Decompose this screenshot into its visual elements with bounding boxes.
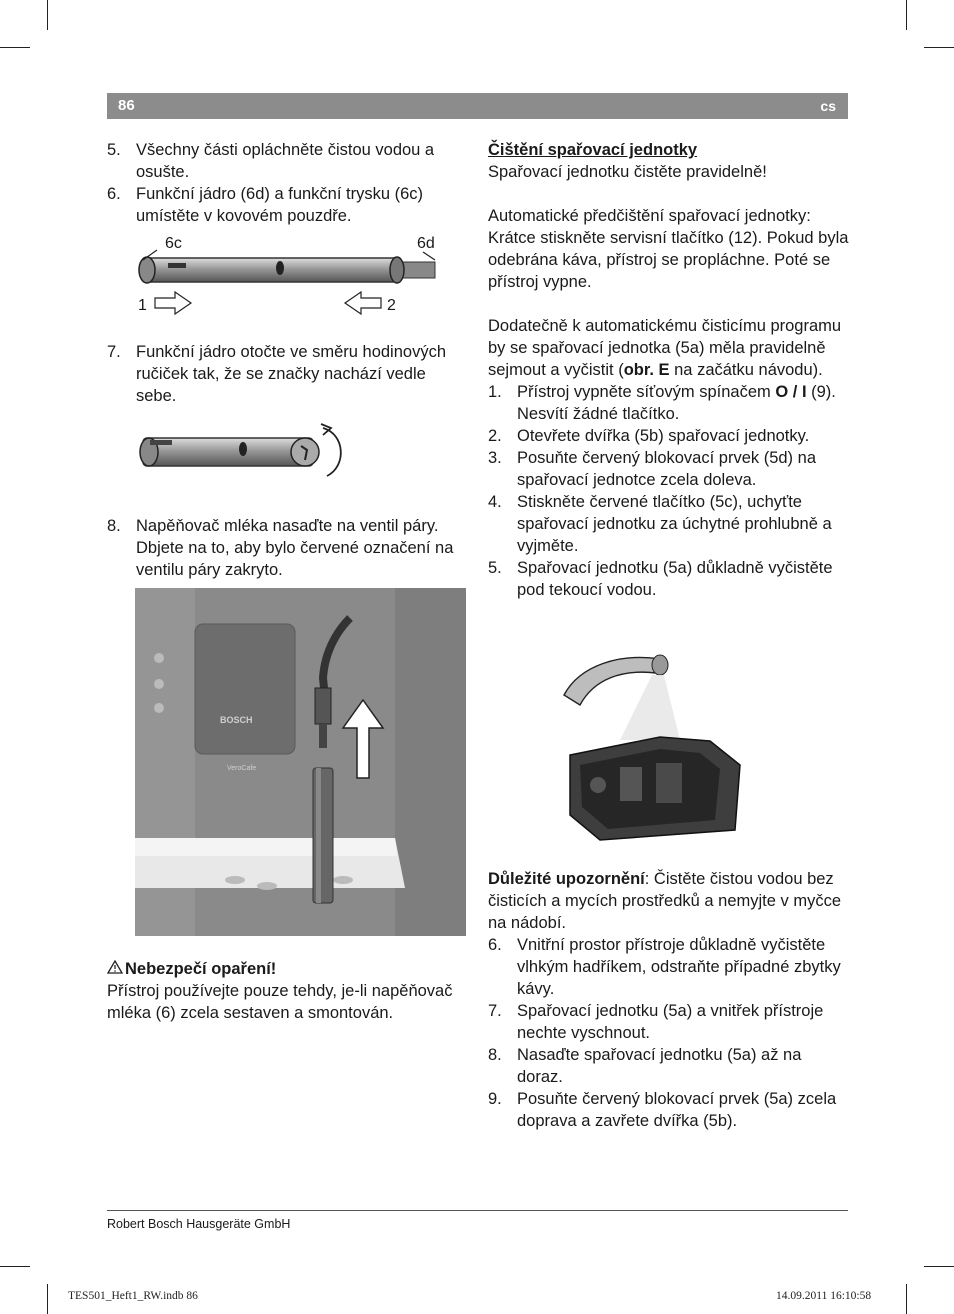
list-item: 2. Otevřete dvířka (5b) spařovací jednotky.: [488, 427, 810, 445]
important-note: Důležité upozornění: Čistěte čistou vodou bez čisticích a mycích prostředků a nemyjte v myčce na nádobí.: [488, 870, 842, 932]
figure-machine: [135, 588, 466, 936]
rotation-arrow-icon: [323, 428, 341, 476]
intro-text: Spařovací jednotku čistěte pravidelně!: [488, 163, 767, 181]
list-item: 4. Stiskněte červené tlačítko (5c), uchyťte spařovací jednotku za úchytné prohlubně a vyjměte.: [488, 493, 832, 555]
arrow-left-icon: [345, 292, 381, 314]
label-6d: 6d: [417, 235, 435, 252]
footer-company: Robert Bosch Hausgeräte GmbH: [107, 1217, 291, 1231]
warning-text: Přístroj používejte pouze tehdy, je-li napěňovač mléka (6) zcela sestaven a smontován.: [107, 982, 453, 1022]
label-2: 2: [387, 297, 396, 314]
figure-assembly: [135, 230, 455, 320]
label-6c: 6c: [165, 235, 182, 252]
step-7: [107, 341, 462, 407]
crop-mark: [0, 47, 30, 48]
label-1: 1: [138, 297, 147, 314]
step-8: [107, 515, 462, 581]
list-item: 3. Posuňte červený blokovací prvek (5d) na spařovací jednotce zcela doleva.: [488, 449, 816, 489]
right-column-bottom: [488, 868, 850, 1132]
language-code: cs: [820, 98, 836, 114]
section-heading: Čištění spařovací jednotky: [488, 141, 698, 159]
page-header: [107, 93, 848, 119]
list-item: 6. Vnitřní prostor přístroje důkladně vyčistěte vlhkým hadříkem, odstraňte případné zbytky kávy.: [488, 936, 841, 998]
figure-brewing-unit: [560, 645, 742, 845]
warning-title: Nebezpečí opaření!: [125, 960, 277, 978]
list-item: 1. Přístroj vypněte síťovým spínačem O / I (9). Nesvítí žádné tlačítko.: [488, 383, 836, 423]
list-item: 6. Funkční jádro (6d) a funkční trysku (6c) umístěte v kovovém pouzdře.: [107, 185, 424, 225]
crop-mark: [906, 0, 907, 30]
footer-divider: [107, 1210, 848, 1211]
brand-logo-text: BOSCH: [220, 715, 253, 725]
crop-mark: [47, 0, 48, 30]
auto-clean-text: Automatické předčištění spařovací jednotky: Krátce stiskněte servisní tlačítko (12). Pokud byla odebrána káva, přístroj se propláchne. Poté se přístroj vypne.: [488, 207, 849, 291]
slug-file: TES501_Heft1_RW.indb 86: [68, 1290, 198, 1302]
page-number: 86: [118, 97, 135, 114]
list-item: 8. Napěňovač mléka nasaďte na ventil páry. Dbjete na to, aby bylo červené označení na ventilu páry zakryto.: [107, 517, 454, 579]
list-item: 7. Funkční jádro otočte ve směru hodinových ručiček tak, že se značky nachází vedle sebe.: [107, 343, 446, 405]
crop-mark: [906, 1284, 907, 1314]
model-text: VeroCafe: [227, 765, 257, 772]
extra-clean-text: Dodatečně k automatickému čisticímu programu by se spařovací jednotka (5a) měla pravidelně sejmout a vyčistit (obr. E na začátku návodu).: [488, 317, 842, 379]
crop-mark: [47, 1284, 48, 1314]
left-column: [107, 139, 462, 227]
crop-mark: [0, 1266, 30, 1267]
crop-mark: [924, 1266, 954, 1267]
list-item: 5. Spařovací jednotku (5a) důkladně vyčistěte pod tekoucí vodou.: [488, 559, 833, 599]
warning-block: [107, 958, 467, 1024]
crop-mark: [924, 47, 954, 48]
list-item: 7. Spařovací jednotku (5a) a vnitřek přístroje nechte vyschnout.: [488, 1002, 824, 1042]
figure-rotate: [135, 420, 360, 482]
arrow-right-icon: [155, 292, 191, 314]
warning-icon: [107, 958, 125, 980]
list-item: 9. Posuňte červený blokovací prvek (5a) zcela doprava a zavřete dvířka (5b).: [488, 1090, 837, 1130]
right-column: [488, 139, 850, 601]
list-item: 8. Nasaďte spařovací jednotku (5a) až na doraz.: [488, 1046, 802, 1086]
slug-date: 14.09.2011 16:10:58: [776, 1290, 872, 1302]
list-item: 5. Všechny části opláchněte čistou vodou a osušte.: [107, 141, 435, 181]
